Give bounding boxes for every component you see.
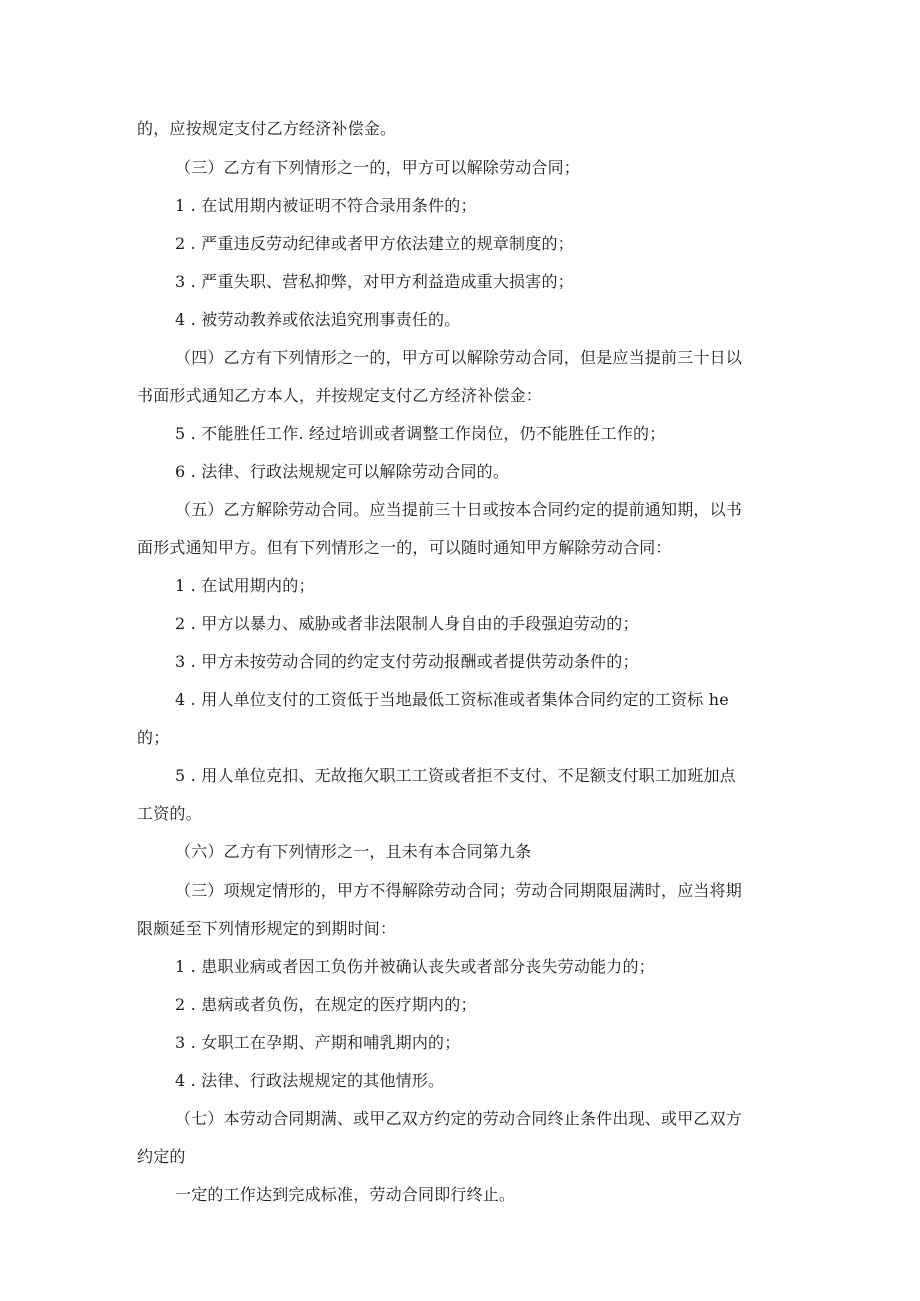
text-line: 约定的 bbox=[137, 1147, 186, 1166]
list-item: 4 . 用人单位支付的工资低于当地最低工资标准或者集体合同约定的工资标 he bbox=[175, 690, 729, 709]
clause-heading: （六）乙方有下列情形之一，且未有本合同第九条 bbox=[175, 842, 532, 861]
list-item: 4 . 法律、行政法规规定的其他情形。 bbox=[175, 1071, 445, 1090]
text-line: 书面形式通知乙方本人，并按规定支付乙方经济补偿金： bbox=[137, 386, 543, 405]
clause-heading: （四）乙方有下列情形之一的，甲方可以解除劳动合同，但是应当提前三十日以 bbox=[175, 348, 743, 367]
list-item: 2 . 严重违反劳动纪律或者甲方依法建立的规章制度的； bbox=[175, 234, 574, 253]
list-item: 4 . 被劳动教养或依法追究刑事责任的。 bbox=[175, 310, 461, 329]
list-item: 3 . 女职工在孕期、产期和哺乳期内的； bbox=[175, 1033, 461, 1052]
clause-heading: （五）乙方解除劳动合同。应当提前三十日或按本合同约定的提前通知期，以书 bbox=[175, 500, 743, 519]
list-item: 2 . 患病或者负伤，在规定的医疗期内的； bbox=[175, 995, 477, 1014]
list-item: 3 . 严重失职、营私抑弊，对甲方利益造成重大损害的； bbox=[175, 272, 574, 291]
list-item: 1 . 在试用期内的； bbox=[175, 576, 315, 595]
list-item: 3 . 甲方未按劳动合同的约定支付劳动报酬或者提供劳动条件的； bbox=[175, 652, 639, 671]
list-item: 5 . 用人单位克扣、无故拖欠职工工资或者拒不支付、不足额支付职工加班加点 bbox=[175, 766, 736, 785]
text-line: 的； bbox=[137, 728, 170, 747]
text-line: 面形式通知甲方。但有下列情形之一的，可以随时通知甲方解除劳动合同： bbox=[137, 538, 672, 557]
list-item: 1 . 在试用期内被证明不符合录用条件的； bbox=[175, 196, 477, 215]
text-line: 的，应按规定支付乙方经济补偿金。 bbox=[137, 119, 397, 138]
list-item: 2 . 甲方以暴力、威胁或者非法限制人身自由的手段强迫劳动的； bbox=[175, 614, 639, 633]
text-line: 一定的工作达到完成标准，劳动合同即行终止。 bbox=[175, 1185, 516, 1204]
list-item: 5 . 不能胜任工作. 经过培训或者调整工作岗位，仍不能胜任工作的； bbox=[175, 424, 666, 443]
clause-heading: （三）乙方有下列情形之一的，甲方可以解除劳动合同； bbox=[175, 158, 581, 177]
text-line: （三）项规定情形的，甲方不得解除劳动合同；劳动合同期限届满时，应当将期 bbox=[175, 881, 743, 900]
list-item: 6 . 法律、行政法规规定可以解除劳动合同的。 bbox=[175, 462, 510, 481]
clause-heading: （七）本劳动合同期满、或甲乙双方约定的劳动合同终止条件出现、或甲乙双方 bbox=[175, 1109, 743, 1128]
list-item: 1 . 患职业病或者因工负伤并被确认丧失或者部分丧失劳动能力的； bbox=[175, 957, 655, 976]
text-line: 工资的。 bbox=[137, 804, 202, 823]
text-line: 限颇延至下列情形规定的到期时间： bbox=[137, 919, 397, 938]
